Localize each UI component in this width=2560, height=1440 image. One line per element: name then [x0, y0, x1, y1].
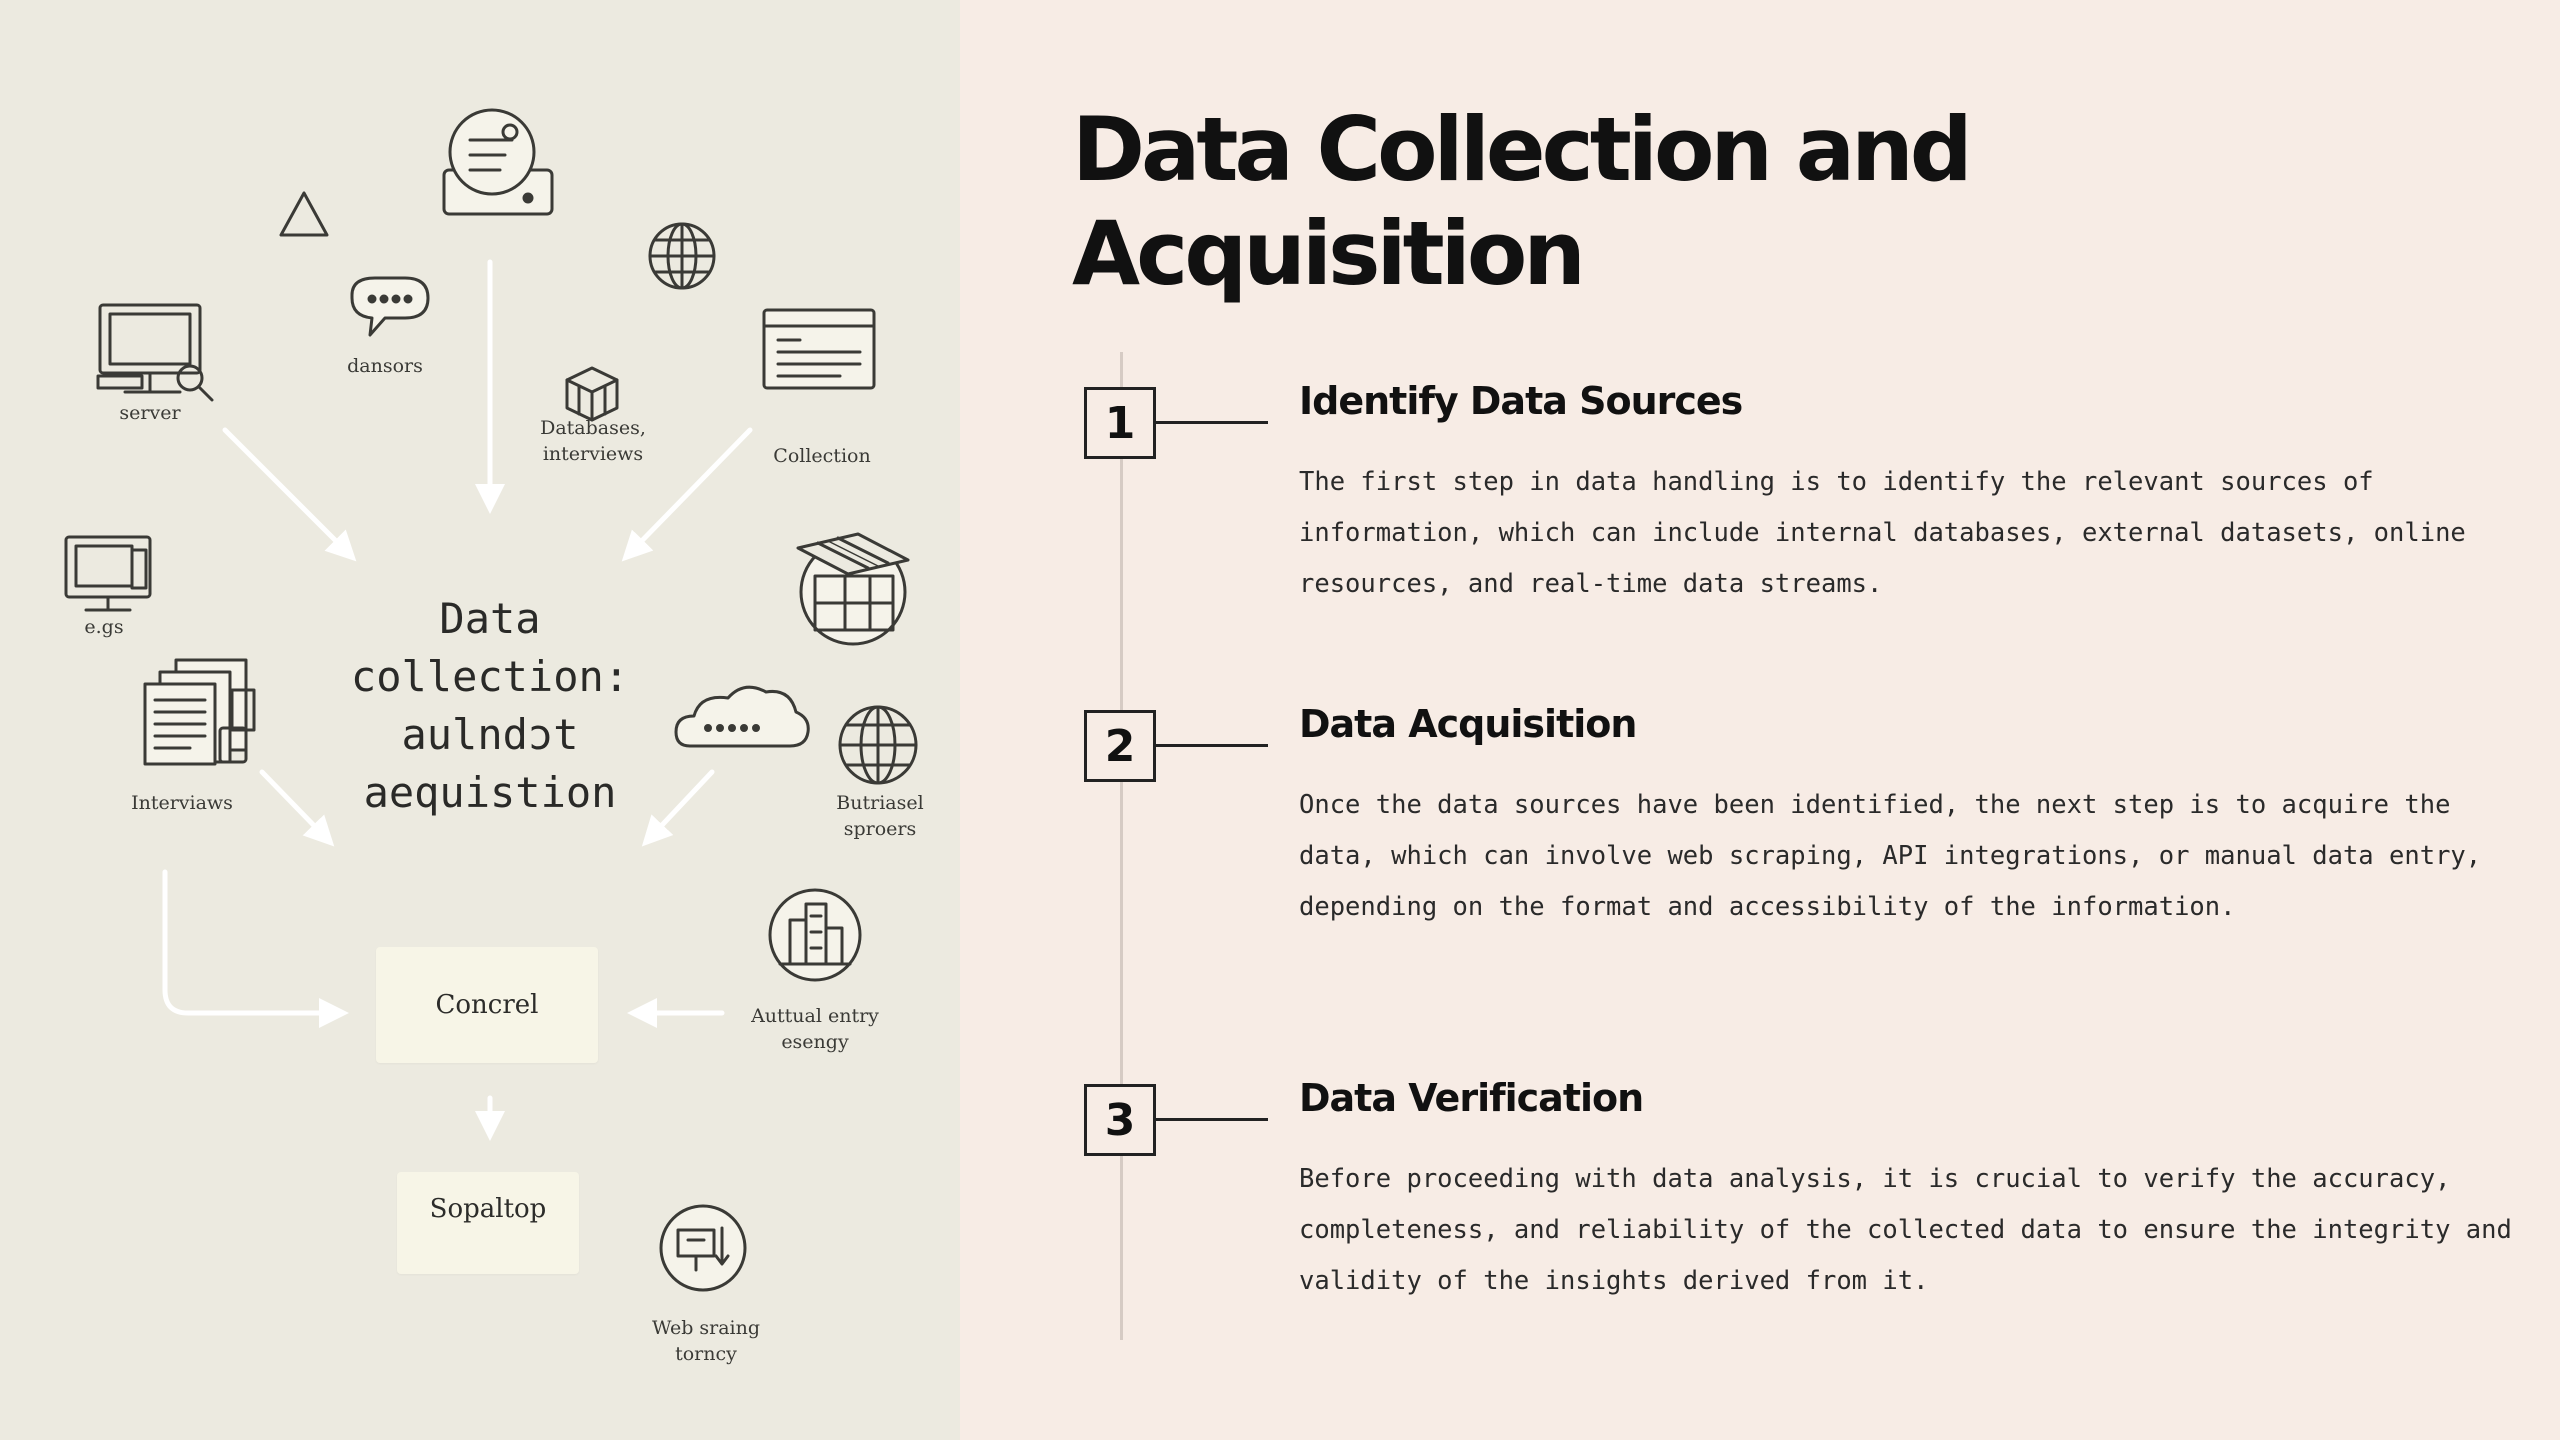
step-heading: Data Acquisition	[1299, 702, 1637, 746]
computer-search-icon	[98, 305, 212, 400]
building-icon	[770, 890, 860, 980]
step-number-badge: 1	[1084, 387, 1156, 459]
label-butriasel: Butriasel sproers	[836, 792, 924, 841]
diagram-center-label: Data collection: aulndɔt aequistion	[350, 594, 630, 817]
concrel-box: Concrel	[376, 947, 598, 1063]
label-server: server	[119, 402, 181, 424]
label-webscraping: Web sraing torncy	[651, 1317, 761, 1366]
globe-icon	[650, 224, 714, 288]
step-heading: Identify Data Sources	[1299, 379, 1743, 423]
sopaltop-box: Sopaltop	[397, 1172, 579, 1274]
label-interviews: Interviaws	[131, 792, 233, 814]
chat-bubble-icon	[352, 278, 428, 335]
step-heading: Data Verification	[1299, 1076, 1644, 1120]
step-number-badge: 3	[1084, 1084, 1156, 1156]
page-title: Data Collection and Acquisition	[1072, 98, 1969, 305]
timeline-line	[1120, 352, 1123, 1340]
desktop-icon	[66, 537, 150, 610]
step-body: Before proceeding with data analysis, it is crucial to verify the accuracy, completeness, and reliability of the collected data to ensure the integrity and validity of the insights derived from it.	[1299, 1164, 2512, 1296]
label-auttual: Auttual entry esengy	[751, 1005, 879, 1054]
arrow-interviews	[262, 772, 328, 840]
arrow-collection	[628, 430, 750, 555]
cloud-icon	[676, 687, 808, 746]
step-body: The first step in data handling is to identify the relevant sources of information, which can include internal databases, external datasets, online resources, and real-time data streams.	[1299, 467, 2466, 599]
step-number-badge: 2	[1084, 710, 1156, 782]
web-server-icon	[444, 110, 552, 214]
globe-icon	[840, 707, 916, 783]
step-connector	[1156, 421, 1268, 424]
triangle-icon	[281, 193, 327, 235]
label-collection: Collection	[773, 445, 871, 467]
diagram-panel	[0, 0, 960, 1440]
label-egs: e.gs	[84, 616, 124, 638]
cube-icon	[567, 368, 617, 420]
documents-icon	[145, 660, 254, 764]
step-connector	[1156, 744, 1268, 747]
arrow-server	[225, 430, 350, 555]
label-databases: Databases, interviews	[540, 417, 646, 466]
label-dansors: dansors	[347, 355, 423, 377]
arrow-loop	[165, 872, 340, 1013]
step-connector	[1156, 1118, 1268, 1121]
step-body: Once the data sources have been identified, the next step is to acquire the data, which can involve web scraping, API integrations, or manual data entry, depending on the format and accessibility of the information.	[1299, 790, 2482, 922]
browser-window-icon	[764, 310, 874, 388]
web-scraping-icon	[661, 1206, 745, 1290]
solar-box-icon	[798, 534, 908, 644]
